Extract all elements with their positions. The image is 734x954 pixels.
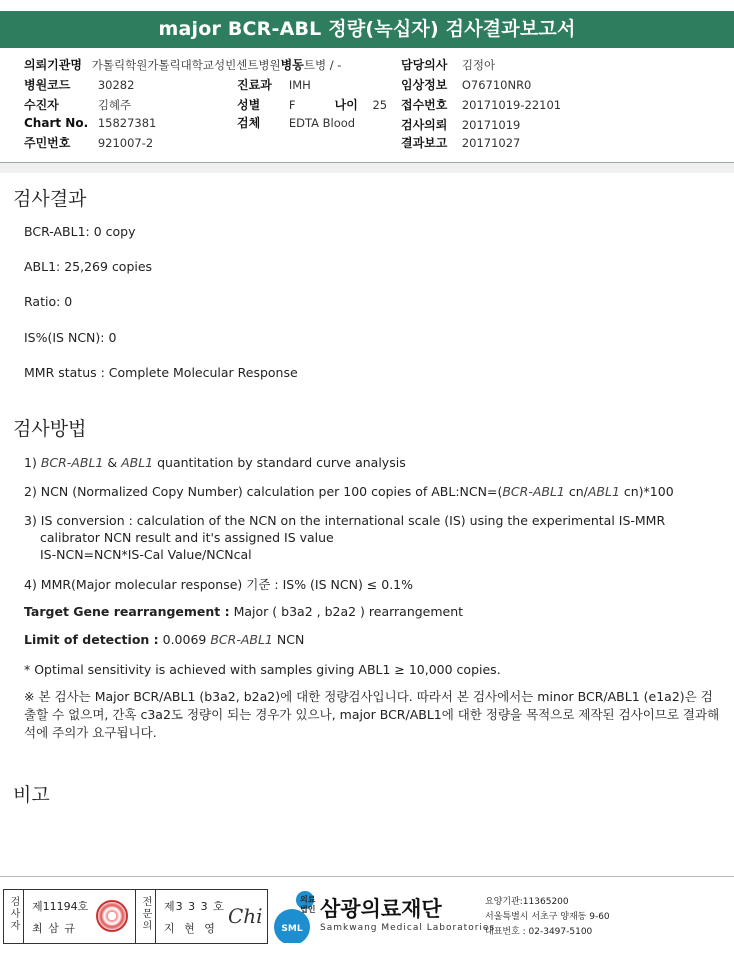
patient-value: 김혜주	[97, 98, 132, 112]
interpretation-note: ※ 본 검사는 Major BCR/ABL1 (b3a2, b2a2)에 대한 정량검사입니다. 따라서 본 검사에서는 minor BCR/ABL1 (e1a2)은 검출할 수 없으며, 간혹 c3a2도 정량이 되는 경우가 있으나, major BCR/ABL1에 대한 정량을 목적으로 제작된 검사이므로 결과해석에 주의가 요구됩니다.	[24, 689, 720, 740]
sensitivity-note: * Optimal sensitivity is achieved with samples giving ABL1 ≥ 10,000 copies.	[24, 662, 501, 677]
results-heading: 검사결과	[13, 188, 87, 210]
method-item-2	[24, 484, 674, 499]
report-date-label: 결과보고	[401, 136, 448, 150]
organization-name: 삼광의료재단	[320, 897, 442, 921]
method-2-mid: cn/	[564, 484, 588, 499]
method-item-4: 4) MMR(Major molecular response) 기준 : IS% (IS NCN) ≤ 0.1%	[24, 577, 413, 592]
section-divider	[0, 163, 734, 173]
method-2-end: cn)*100	[619, 484, 674, 499]
specialist-signature: Chi	[228, 904, 263, 928]
organization-tag: 의료법인	[300, 895, 316, 914]
resident-id-value: 921007-2	[97, 136, 154, 150]
specialist-vertical-label	[136, 890, 155, 936]
target-gene-value: Major ( b3a2 , b2a2 ) rearrangement	[229, 604, 464, 619]
examiner-cell	[24, 890, 136, 943]
receipt-no-label: 접수번호	[401, 98, 448, 112]
limit-detection-label: Limit of detection :	[24, 632, 159, 647]
method-1-amp: &	[103, 455, 122, 470]
examiner-name: 최 삼 규	[32, 922, 76, 935]
limit-detection-line	[24, 632, 304, 647]
method-item-1	[24, 455, 406, 470]
method-1-gene2: ABL1	[121, 455, 154, 470]
request-date-label: 검사의뢰	[401, 118, 448, 132]
organization-contact	[485, 895, 610, 940]
age-value: 25	[372, 98, 388, 112]
specialist-vertical-label-cell	[136, 890, 156, 943]
method-2-text: 2) NCN (Normalized Copy Number) calculation per 100 copies of ABL:NCN=(	[24, 484, 503, 499]
chart-no-value: 15827381	[97, 116, 157, 130]
limit-detection-gene: BCR-ABL1	[210, 632, 273, 647]
specialist-cell	[156, 890, 267, 943]
limit-detection-unit: NCN	[272, 632, 305, 647]
organization-english-name: Samkwang Medical Laboratories	[320, 923, 496, 933]
specialist-vertical-text: 전문의	[140, 896, 151, 932]
resident-id-label: 주민번호	[24, 136, 71, 150]
method-item-3	[24, 512, 665, 563]
result-ratio: Ratio: 0	[24, 294, 73, 309]
report-date-value: 20171027	[461, 136, 521, 150]
chart-no-label: Chart No.	[24, 116, 89, 130]
result-bcr-abl1: BCR-ABL1: 0 copy	[24, 224, 136, 239]
organization-address: 서울특별시 서초구 양재동 9-60	[485, 912, 610, 922]
dept-label: 진료과	[237, 78, 272, 92]
method-3-line1: 3) IS conversion : calculation of the NCN on the international scale (IS) using the experimental IS-MMR	[24, 513, 666, 528]
method-2-gene2: ABL1	[587, 484, 620, 499]
result-is: IS%(IS NCN): 0	[24, 330, 117, 345]
method-2-gene1: BCR-ABL1	[502, 484, 565, 499]
institution-label: 의뢰기관명	[24, 58, 82, 72]
specialist-license-no: 제3 3 3 호	[164, 900, 225, 913]
specimen-label: 검체	[237, 116, 261, 130]
method-3-formula: IS-NCN=NCN*IS-Cal Value/NCNcal	[40, 547, 252, 562]
doctor-label: 담당의사	[401, 58, 448, 72]
result-mmr-status: MMR status : Complete Molecular Response	[24, 365, 298, 380]
sex-label: 성별	[237, 98, 261, 112]
patient-info-panel	[0, 48, 734, 163]
specialist-name: 지 현 영	[164, 922, 218, 935]
target-gene-label: Target Gene rearrangement :	[24, 604, 230, 619]
limit-detection-value: 0.0069	[158, 632, 211, 647]
signature-box	[3, 889, 268, 944]
report-footer	[0, 876, 734, 954]
doctor-value: 김정아	[461, 58, 496, 72]
method-1-rest: quantitation by standard curve analysis	[153, 455, 406, 470]
clinical-info-value: O76710NR0	[461, 78, 532, 92]
organization-block	[300, 893, 496, 933]
remarks-heading: 비고	[13, 784, 50, 806]
hospital-code-value: 30282	[97, 78, 135, 92]
ward-value: 트병 / -	[303, 58, 342, 72]
examiner-vertical-label-cell	[4, 890, 24, 943]
institution-code: 요양기관:11365200	[485, 897, 569, 907]
clinical-info-label: 임상정보	[401, 78, 448, 92]
ward-label: 병동	[280, 58, 304, 72]
organization-phone: 대표번호 : 02-3497-5100	[485, 927, 593, 937]
dept-value: IMH	[288, 78, 311, 92]
examiner-license-no: 제11194호	[32, 900, 89, 913]
age-label: 나이	[334, 98, 358, 112]
method-heading: 검사방법	[13, 418, 87, 440]
hospital-code-label: 병원코드	[24, 78, 71, 92]
report-title: major BCR-ABL 정량(녹십자) 검사결과보고서	[0, 11, 734, 48]
patient-label: 수진자	[24, 98, 59, 112]
sml-logo-text: SML	[281, 924, 303, 934]
result-abl1: ABL1: 25,269 copies	[24, 259, 153, 274]
institution-value: 가톨릭학원가톨릭대학교성빈센트병원	[91, 58, 281, 72]
method-1-gene1: BCR-ABL1	[40, 455, 104, 470]
specimen-value: EDTA Blood	[288, 116, 356, 130]
target-gene-line	[24, 604, 463, 619]
sex-value: F	[288, 98, 296, 112]
method-1-prefix: 1)	[24, 455, 41, 470]
request-date-value: 20171019	[461, 118, 521, 132]
receipt-no-value: 20171019-22101	[461, 98, 562, 112]
examiner-seal-icon	[96, 900, 128, 932]
examiner-vertical-text: 검사자	[8, 896, 19, 932]
examiner-vertical-label	[4, 890, 23, 936]
method-3-line2: calibrator NCN result and it's assigned IS value	[40, 530, 334, 545]
